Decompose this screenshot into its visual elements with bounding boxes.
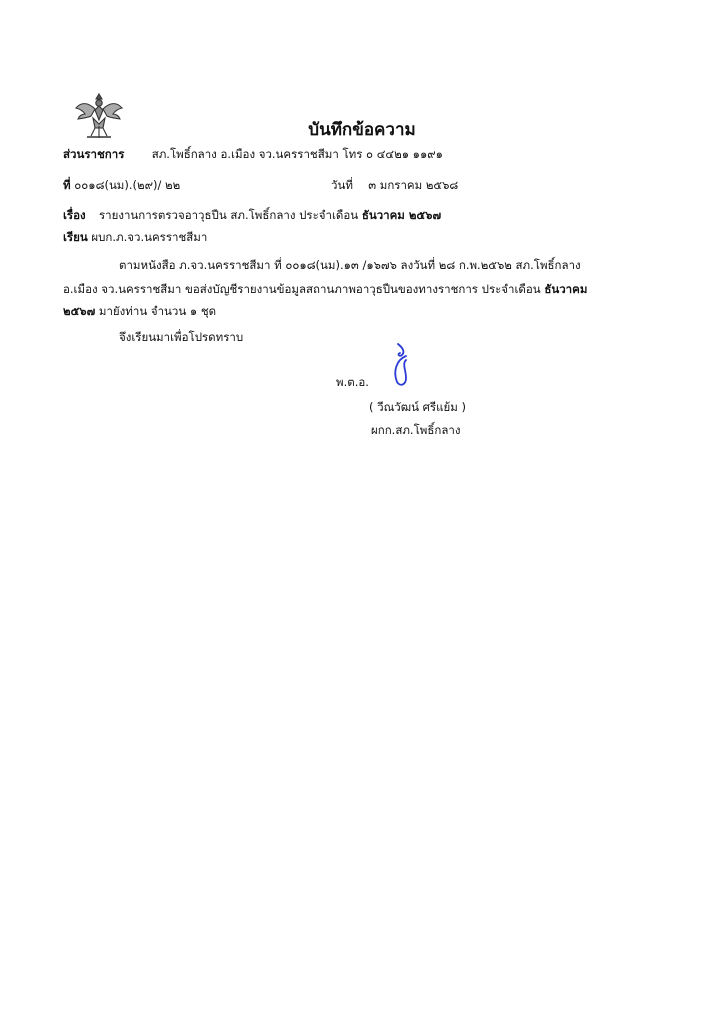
agency-label: ส่วนราชการ bbox=[63, 147, 125, 161]
subject-month: ธันวาคม ๒๕๖๗ bbox=[361, 208, 442, 222]
agency-value: สภ.โพธิ์กลาง อ.เมือง จว.นครราชสีมา โทร ๐ ๔๔๒๑ ๑๑๙๑ bbox=[151, 147, 443, 161]
body-line-1: ตามหนังสือ ภ.จว.นครราชสีมา ที่ ๐๐๑๘(นม).๑๓ /๑๖๗๖ ลงวันที่ ๒๘ ก.พ.๒๕๖๒ สภ.โพธิ์กลาง bbox=[119, 258, 581, 272]
signer-position: ผกก.สภ.โพธิ์กลาง bbox=[371, 423, 461, 437]
subject-line bbox=[63, 207, 441, 223]
date-value: ๓ มกราคม ๒๕๖๘ bbox=[368, 178, 459, 192]
subject-label: เรื่อง bbox=[63, 208, 86, 222]
date-line bbox=[331, 177, 458, 193]
recipient-label: เรียน bbox=[63, 230, 88, 244]
date-label: วันที่ bbox=[331, 178, 353, 192]
body-line-2-month: ธันวาคม bbox=[544, 282, 588, 296]
recipient-line bbox=[63, 229, 207, 245]
subject-value: รายงานการตรวจอาวุธปืน สภ.โพธิ์กลาง ประจำเดือน bbox=[98, 208, 359, 222]
body-line-3-year: ๒๕๖๗ bbox=[63, 304, 96, 318]
body-line-2-text: อ.เมือง จว.นครราชสีมา ขอส่งบัญชีรายงานข้อมูลสถานภาพอาวุธปืนของทางราชการ ประจำเดือน bbox=[63, 282, 541, 296]
signature-mark bbox=[388, 342, 416, 388]
reference-value: ๐๐๑๘(นม).(๒๙)/ ๒๒ bbox=[74, 178, 181, 192]
recipient-value: ผบก.ภ.จว.นครราชสีมา bbox=[91, 230, 208, 244]
signer-rank: พ.ต.อ. bbox=[336, 375, 369, 389]
body-line-2 bbox=[63, 281, 587, 297]
memo-title: บันทึกข้อความ bbox=[308, 120, 416, 140]
reference-line bbox=[63, 177, 180, 193]
body-line-3 bbox=[63, 303, 216, 319]
closing-line: จึงเรียนมาเพื่อโปรดทราบ bbox=[119, 330, 244, 344]
body-line-3-text: มายังท่าน จำนวน ๑ ชุด bbox=[98, 304, 217, 318]
agency-line bbox=[63, 146, 443, 162]
reference-label: ที่ bbox=[63, 178, 71, 192]
signer-name: ( วีณวัฒน์ ศรีแย้ม ) bbox=[369, 400, 466, 414]
